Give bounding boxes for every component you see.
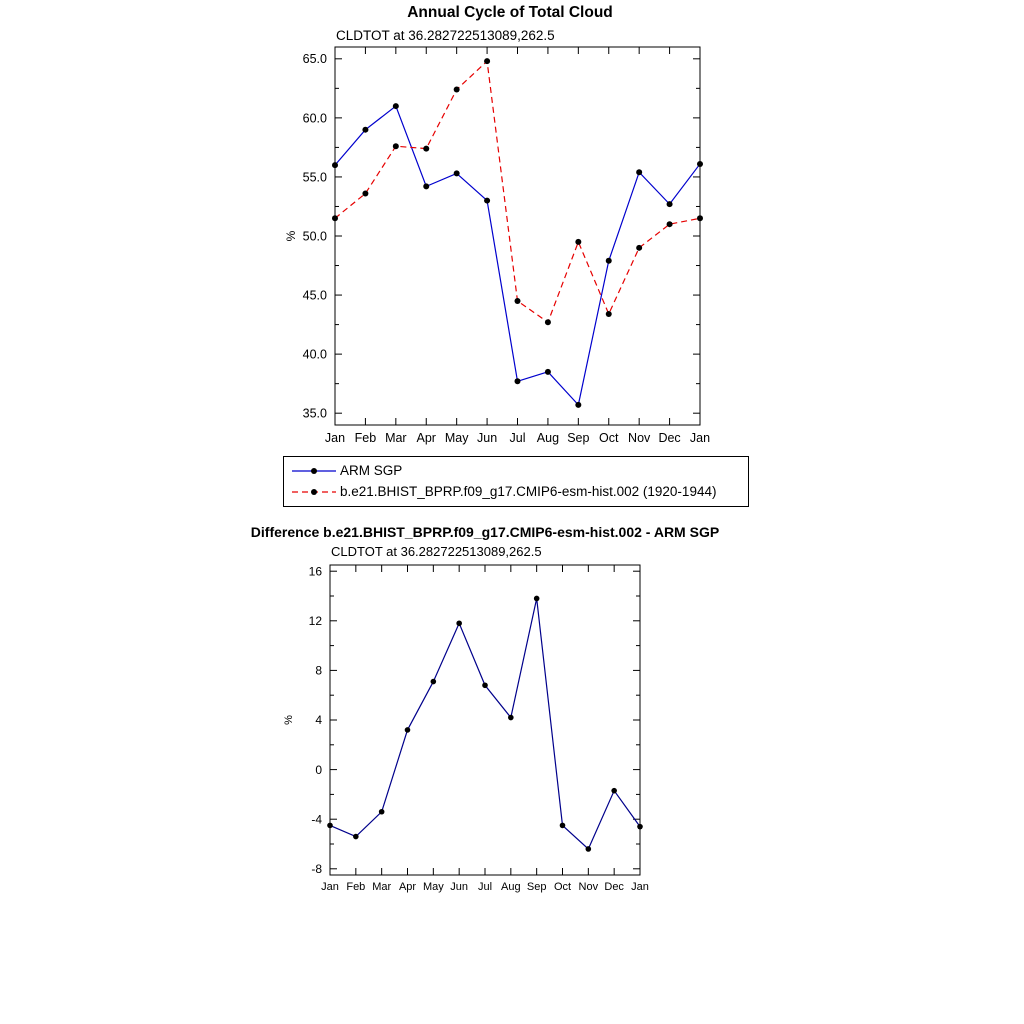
x-tick-label: Jul [477,881,493,893]
series-b-e21-bhist-bprp-f09-g17-cmip6-esm-hist-002-1920-1944- [332,58,703,325]
x-tick-label: Jul [509,431,526,445]
difference-chart-plot [245,556,685,901]
x-tick-label: Jun [477,431,498,445]
y-tick-label: 4 [315,713,322,728]
x-tick-label: May [444,431,469,445]
x-tick-label: Oct [553,881,572,893]
legend-item [284,481,748,502]
x-tick-label: Nov [628,431,651,445]
series-difference-model-arm-sgp- [327,596,643,852]
x-tick-label: Apr [416,431,436,445]
x-tick-label: Sep [567,431,590,445]
legend-label: b.e21.BHIST_BPRP.f09_g17.CMIP6-esm-hist.002 (1920-1944) [340,484,717,499]
x-tick-label: Jan [321,881,339,893]
y-tick-label: 35.0 [302,406,327,421]
x-tick-label: Aug [536,431,560,445]
top-chart-title: Annual Cycle of Total Cloud [407,4,613,21]
y-tick-label: -4 [311,812,322,827]
x-tick-label: Dec [604,881,624,893]
x-tick-label: Jun [450,881,469,893]
y-tick-label: 65.0 [302,52,327,67]
legend-item [284,460,748,481]
y-tick-label: -8 [311,862,322,876]
x-tick-label: Mar [372,881,392,893]
top-chart-subtitle: CLDTOT at 36.282722513089,262.5 [336,28,555,43]
difference-chart-title: Difference b.e21.BHIST_BPRP.f09_g17.CMIP6-esm-hist.002 - ARM SGP [250,524,720,540]
axes [284,47,710,445]
x-tick-label: Nov [578,881,599,893]
x-tick-label: Jan [631,881,649,893]
legend-line-sample [290,464,338,478]
top-chart-plot [245,38,775,453]
x-tick-label: Dec [658,431,681,445]
x-tick-label: Jan [689,431,711,445]
x-tick-label: Sep [526,881,547,893]
y-axis-label: % [284,230,298,242]
y-tick-label: 12 [308,614,322,628]
y-tick-label: 50.0 [302,229,327,244]
y-tick-label: 60.0 [302,111,327,126]
x-tick-label: Feb [354,431,377,445]
y-tick-label: 55.0 [302,170,327,185]
x-tick-label: Jan [324,431,346,445]
x-tick-label: Oct [599,431,619,445]
x-tick-label: Mar [385,431,407,445]
x-tick-label: Apr [398,881,417,893]
y-tick-label: 16 [308,564,322,579]
legend-label: ARM SGP [340,463,403,478]
y-tick-label: 40.0 [302,347,327,362]
legend [283,456,749,507]
y-axis-label: % [283,715,295,725]
y-tick-label: 8 [315,663,322,678]
axes [283,564,649,893]
x-tick-label: Aug [501,881,521,893]
y-tick-label: 0 [315,762,322,777]
x-tick-label: May [422,881,444,893]
y-tick-label: 45.0 [302,288,327,303]
difference-chart-subtitle: CLDTOT at 36.282722513089,262.5 [331,544,542,559]
legend-line-sample [290,485,338,499]
x-tick-label: Feb [346,881,366,893]
series-arm-sgp [332,103,703,408]
